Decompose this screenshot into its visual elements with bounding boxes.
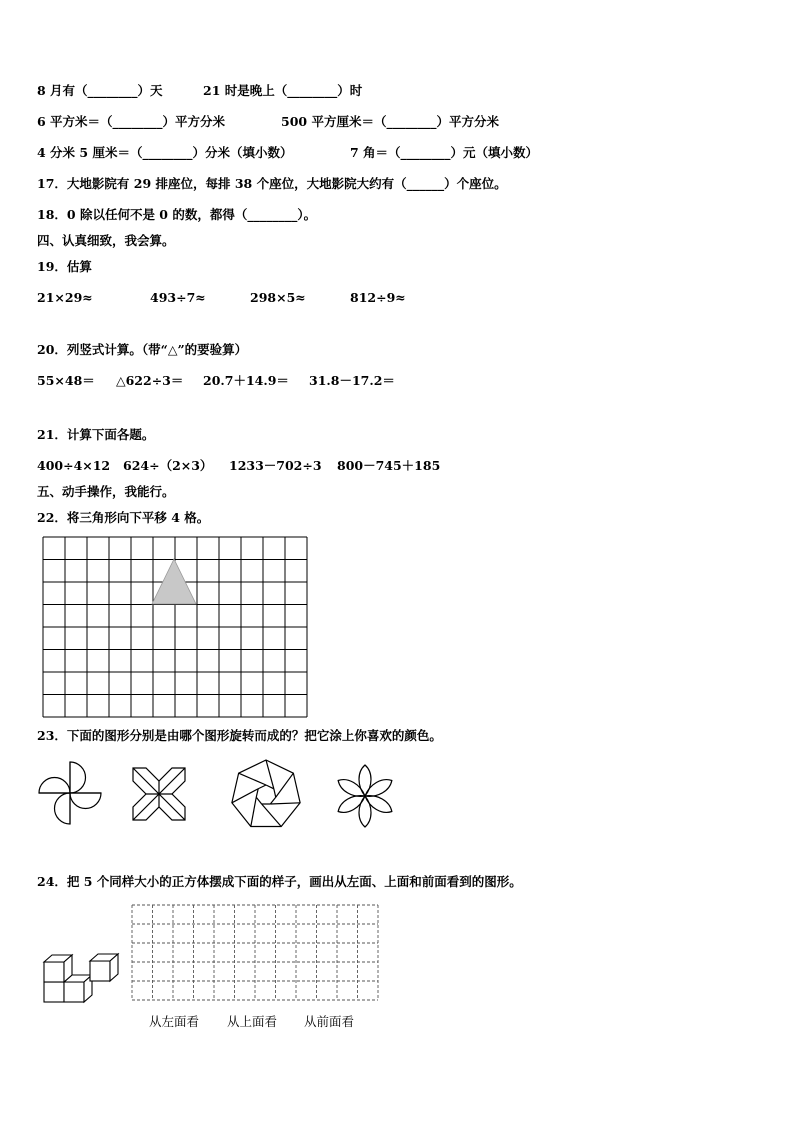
- q21-item-3: 1233－702÷3: [229, 458, 322, 473]
- q20-item-4: 31.8－17.2＝: [309, 373, 395, 388]
- heptagon-figure: [229, 758, 303, 832]
- q21-item-4: 800－745＋185: [337, 458, 441, 473]
- q16-line1-right: 21 时是晚上（________）时: [203, 83, 363, 98]
- question-17: 17．大地影院有 29 排座位，每排 38 个座位，大地影院大约有（______）个座位。: [37, 176, 507, 191]
- q19-item-3: 298×5≈: [250, 290, 306, 305]
- section-4-heading: 四、认真细致，我会算。: [37, 233, 175, 248]
- question-20: 20．列竖式计算。（带“△”的要验算）: [37, 342, 248, 357]
- q16-line1-left: 8 月有（________）天: [37, 83, 163, 98]
- translation-grid: [43, 537, 307, 717]
- pinwheel-figure: [37, 760, 103, 826]
- cross-figure: [132, 767, 186, 821]
- q20-item-2: △622÷3＝: [116, 373, 184, 388]
- question-21: 21．计算下面各题。: [37, 427, 155, 442]
- dashed-drawing-grid: [132, 905, 380, 1001]
- q16-line2-left: 6 平方米＝（________）平方分米: [37, 114, 226, 129]
- flower-figure: [332, 763, 398, 829]
- question-19: 19．估算: [37, 259, 92, 274]
- section-5-heading: 五、动手操作，我能行。: [37, 484, 175, 499]
- q20-item-1: 55×48＝: [37, 373, 95, 388]
- cube-stack-figure: [42, 951, 114, 1007]
- q16-line3-right: 7 角＝（________）元（填小数）: [350, 145, 539, 160]
- caption-top-view: 从上面看: [227, 1014, 278, 1029]
- question-22: 22．将三角形向下平移 4 格。: [37, 510, 210, 525]
- q16-line3-left: 4 分米 5 厘米＝（________）分米（填小数）: [37, 145, 293, 160]
- caption-front-view: 从前面看: [304, 1014, 355, 1029]
- q16-line2-right: 500 平方厘米＝（________）平方分米: [281, 114, 499, 129]
- caption-left-view: 从左面看: [149, 1014, 200, 1029]
- q19-item-1: 21×29≈: [37, 290, 93, 305]
- q19-item-4: 812÷9≈: [350, 290, 406, 305]
- question-18: 18．0 除以任何不是 0 的数，都得（________）。: [37, 207, 317, 222]
- q20-item-3: 20.7＋14.9＝: [203, 373, 289, 388]
- question-24: 24．把 5 个同样大小的正方体摆成下面的样子，画出从左面、上面和前面看到的图形。: [37, 874, 522, 889]
- question-23: 23．下面的图形分别是由哪个图形旋转而成的？把它涂上你喜欢的颜色。: [37, 728, 442, 743]
- q19-item-2: 493÷7≈: [150, 290, 206, 305]
- q21-item-2: 624÷（2×3）: [123, 458, 213, 473]
- q21-item-1: 400÷4×12: [37, 458, 111, 473]
